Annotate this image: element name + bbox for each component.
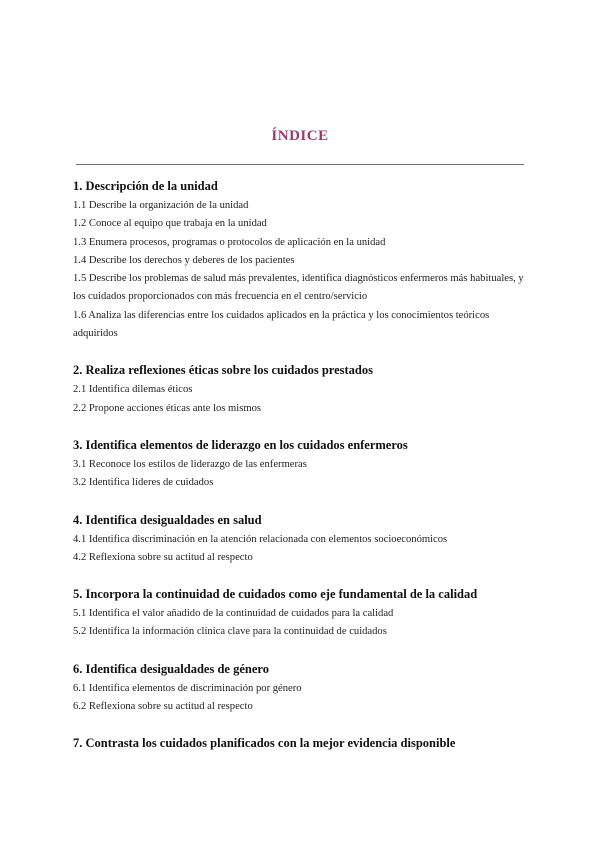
index-entry: 4.2 Reflexiona sobre su actitud al respecto xyxy=(73,551,253,563)
index-entry: 3.2 Identifica líderes de cuidados xyxy=(73,477,214,489)
index-entry: 2.1 Identifica dilemas éticos xyxy=(73,384,193,396)
index-entry: 6.1 Identifica elementos de discriminación por género xyxy=(73,682,302,694)
section-heading: 6. Identifica desigualdades de género xyxy=(73,661,269,676)
title-divider xyxy=(76,164,524,165)
section-heading: 5. Incorpora la continuidad de cuidados como eje fundamental de la calidad xyxy=(73,587,478,602)
index-entry: 2.2 Propone acciones éticas ante los mismos xyxy=(73,402,261,414)
section-heading: 7. Contrasta los cuidados planificados con la mejor evidencia disponible xyxy=(73,736,456,751)
index-entry: 1.5 Describe los problemas de salud más prevalentes, identifica diagnósticos enfermeros más habituales, y los cuidados proporcionados con más frecuencia en el centro/servicio xyxy=(73,273,524,303)
index-entry: 1.6 Analiza las diferencias entre los cuidados aplicados en la práctica y los conocimientos teóricos adquiridos xyxy=(73,309,490,340)
index-entry: 5.2 Identifica la información clínica clave para la continuidad de cuidados xyxy=(73,626,387,638)
index-entry: 1.1 Describe la organización de la unidad xyxy=(73,200,249,211)
section-heading: 3. Identifica elementos de liderazgo en los cuidados enfermeros xyxy=(73,437,408,452)
index-entry: 4.1 Identifica discriminación en la atención relacionada con elementos socioeconómicos xyxy=(73,533,448,545)
index-entry: 1.4 Describe los derechos y deberes de los pacientes xyxy=(73,254,295,266)
index-entry: 1.2 Conoce al equipo que trabaja en la unidad xyxy=(73,218,267,230)
index-title: ÍNDICE xyxy=(271,128,329,144)
section-heading: 1. Descripción de la unidad xyxy=(73,179,218,193)
index-section-3 xyxy=(73,436,525,493)
section-heading: 2. Realiza reflexiones éticas sobre los cuidados prestados xyxy=(73,363,373,378)
index-section-5 xyxy=(73,585,525,642)
index-section-7 xyxy=(73,734,525,753)
section-heading: 4. Identifica desigualdades en salud xyxy=(73,512,262,527)
index-entry: 6.2 Reflexiona sobre su actitud al respecto xyxy=(73,701,253,713)
index-section-1 xyxy=(73,177,525,343)
index-section-2 xyxy=(73,361,525,418)
index-section-6 xyxy=(73,660,525,717)
index-entry: 3.1 Reconoce los estilos de liderazgo de las enfermeras xyxy=(73,458,307,470)
index-entry: 5.1 Identifica el valor añadido de la continuidad de cuidados para la calidad xyxy=(73,608,394,620)
index-section-4 xyxy=(73,511,525,568)
index-content xyxy=(73,177,525,771)
index-entry: 1.3 Enumera procesos, programas o protocolos de aplicación en la unidad xyxy=(73,236,386,248)
